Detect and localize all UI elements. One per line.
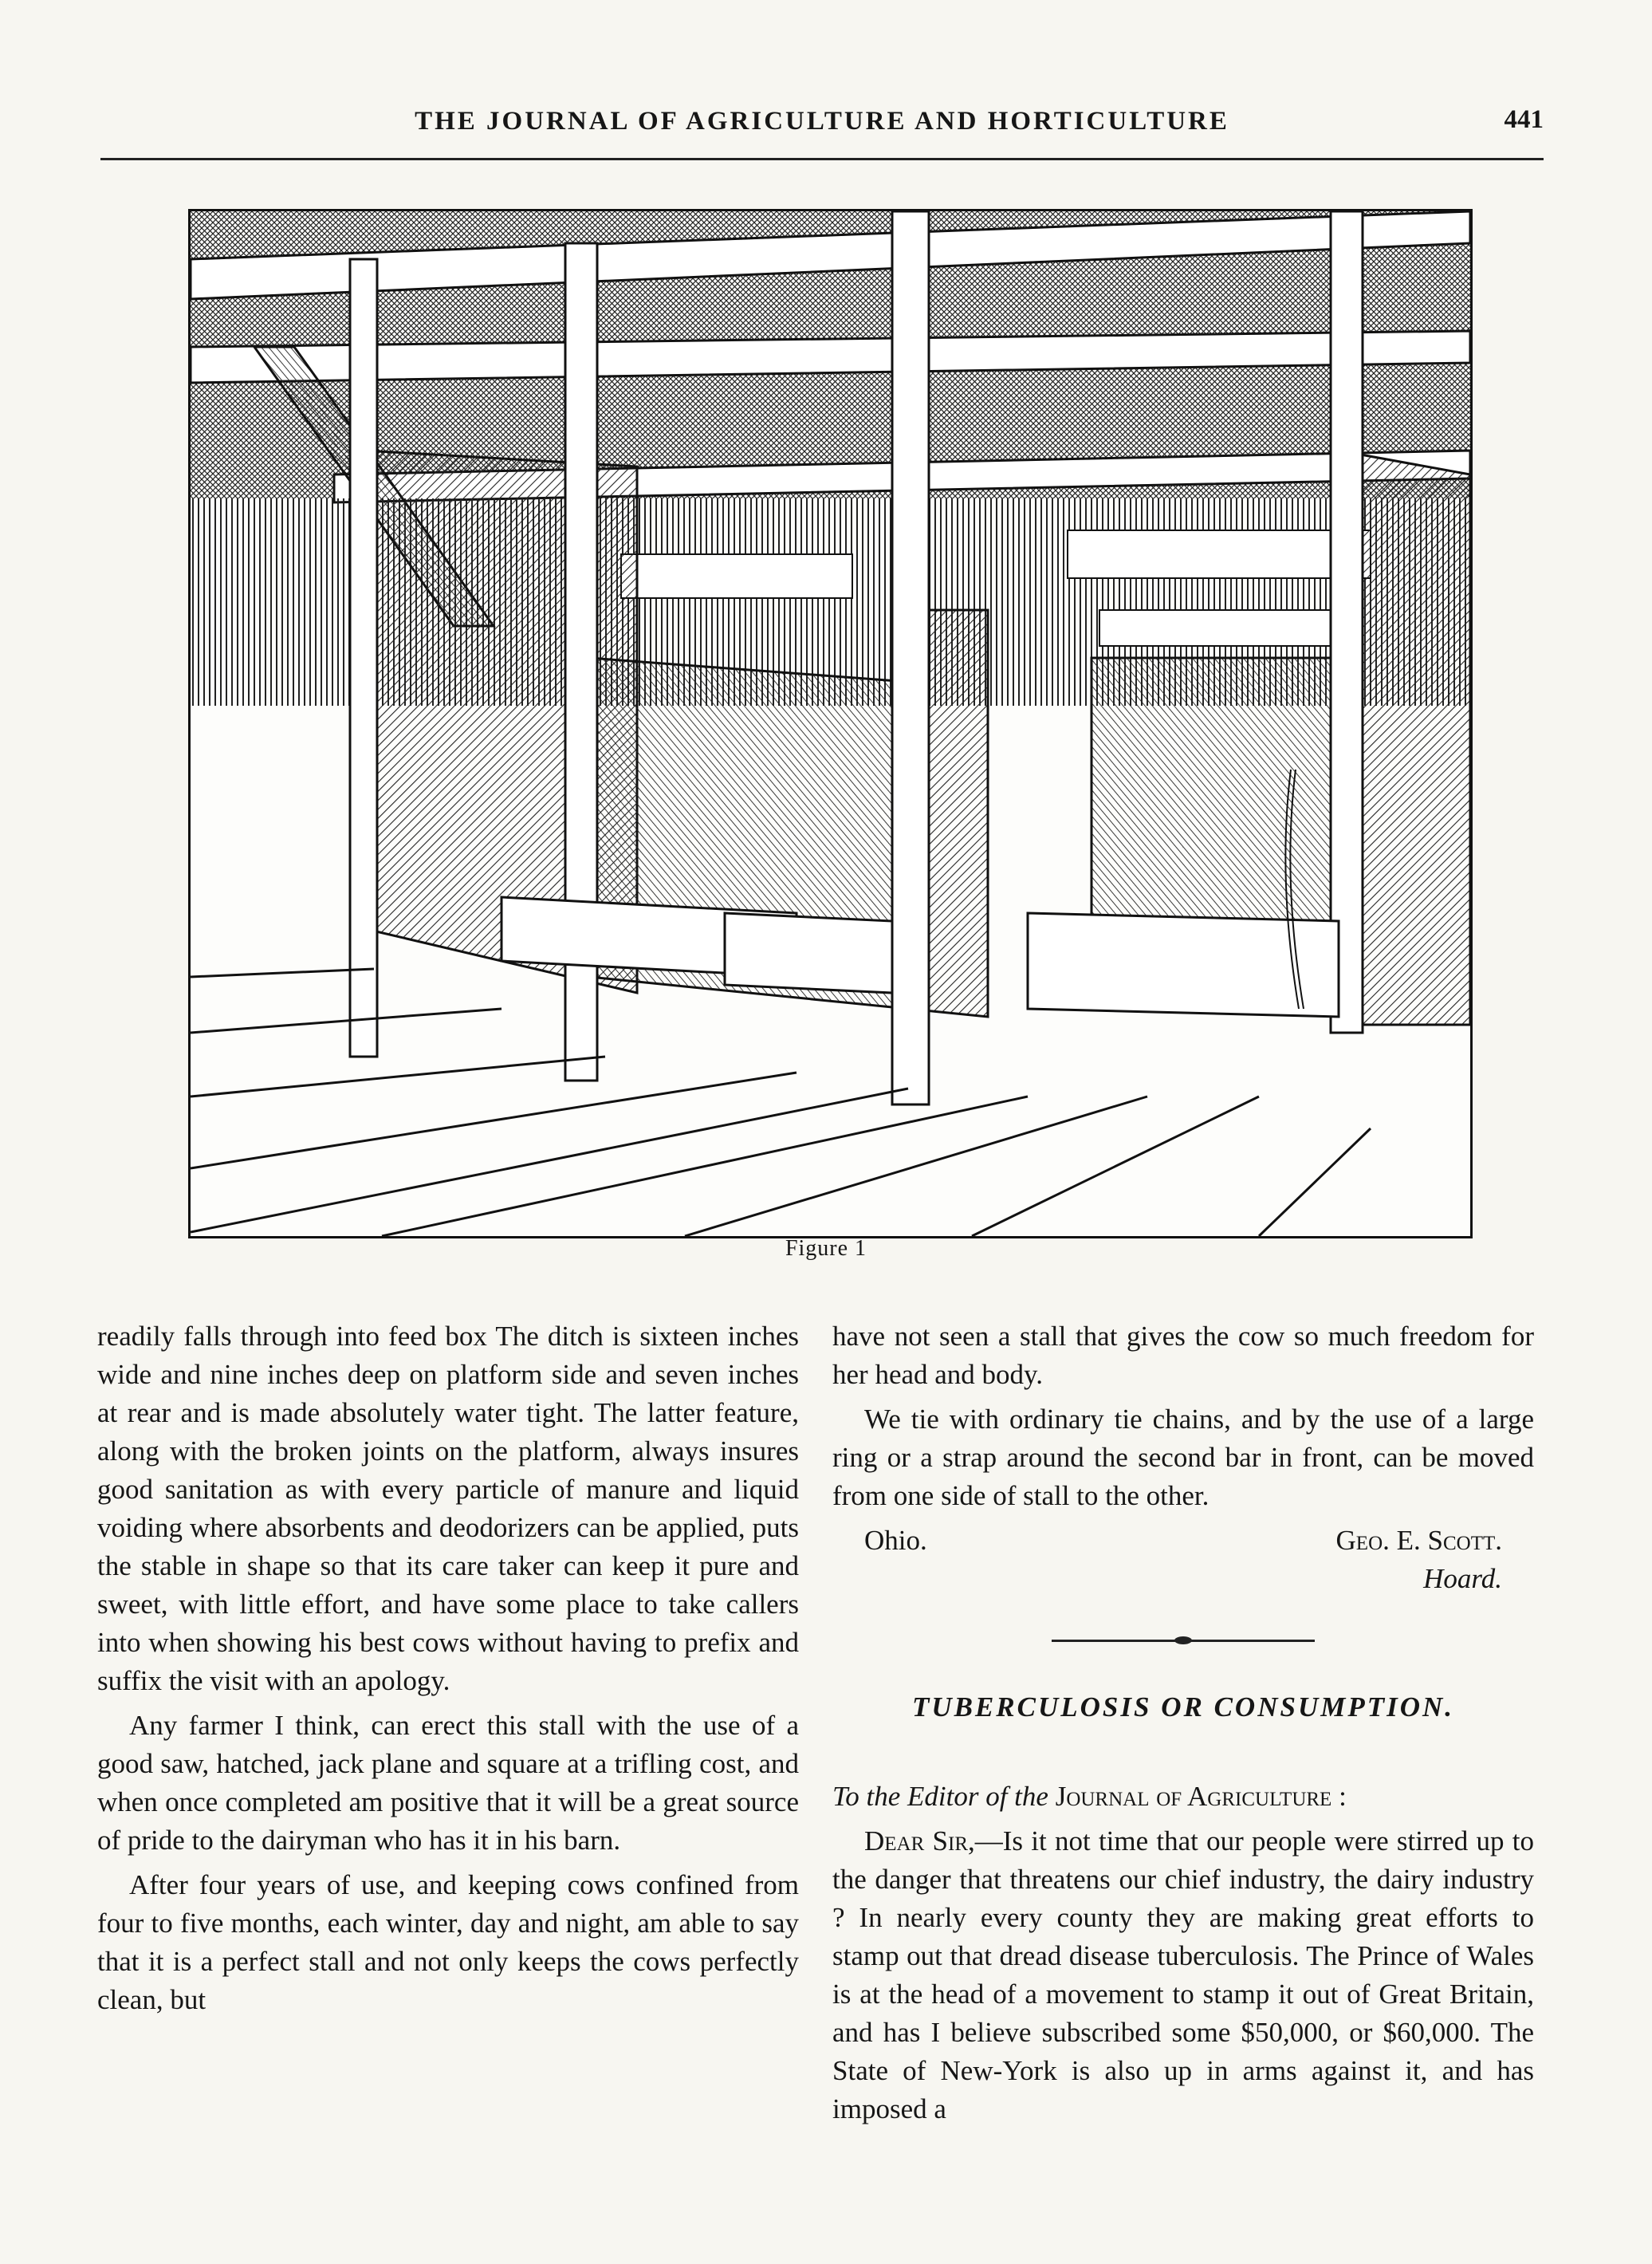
paragraph: After four years of use, and keeping cows confined from four to five months, each winter, day and night, am able to say that it is a perfect stall and not only keeps the cows perfectly clean, but	[97, 1869, 799, 2015]
paragraph: Any farmer I think, can erect this stall with the use of a good saw, hatched, jack plane and square at a trifling cost, and when once completed am positive that it will be a great source of pride to the dairyman who has it in his barn.	[97, 1710, 799, 1856]
paragraph: We tie with ordinary tie chains, and by the use of a large ring or a strap around the second bar in front, can be moved from one side of stall to the other.	[832, 1404, 1534, 1511]
paragraph: have not seen a stall that gives the cow so much freedom for her head and body.	[832, 1321, 1534, 1390]
place-name: Ohio.	[864, 1525, 927, 1556]
salutation-suffix: :	[1331, 1781, 1347, 1812]
salutation	[832, 1778, 1534, 1816]
source-credit: Hoard.	[1423, 1563, 1502, 1594]
left-column	[97, 1317, 799, 2026]
figure-illustration	[188, 209, 1473, 1238]
page-number: 441	[1504, 105, 1544, 134]
running-header	[100, 86, 1544, 160]
figure-caption: Figure 1	[785, 1236, 867, 1261]
section-divider	[1052, 1640, 1315, 1642]
paragraph: readily falls through into feed box The ditch is sixteen inches wide and nine inches deep on platform side and seven inches at rear and is made absolutely water tight. The latter feature, along with the broken joints on the platform, always insures good sanitation as with every particle of manure and liquid voiding where absorbents and deodorizers can be applied, puts the stable in shape so that its care taker can keep it pure and sweet, with little effort, and have some place to take callers into when showing his best cows without having to prefix and suffix the visit with an apology.	[97, 1321, 799, 1696]
paragraph-text: —Is it not time that our people were stirred up to the danger that threatens our chief industry, the dairy industry ? In nearly every county they are making great efforts to stamp out that dread disease tuberculosis. The Prince of Wales is at the head of a movement to stamp it out of Great Britain, and has I believe subscribed some $50,000, or $60,000. The State of New-York is also up in arms against it, and has imposed a	[832, 1825, 1534, 2124]
signature-row	[832, 1522, 1534, 1560]
article-title: TUBERCULOSIS OR CONSUMPTION.	[911, 1691, 1455, 1723]
paragraph	[832, 1822, 1534, 2128]
author-name: Geo. E. Scott.	[1335, 1525, 1502, 1556]
salutation-journal: Journal of Agriculture	[1055, 1781, 1332, 1812]
greeting: Dear Sir,	[864, 1825, 975, 1856]
right-column	[832, 1317, 1534, 2135]
salutation-prefix: To the Editor of the	[832, 1781, 1048, 1812]
journal-title: THE JOURNAL OF AGRICULTURE AND HORTICULTURE	[415, 107, 1229, 136]
barn-stall-engraving	[191, 211, 1470, 1236]
